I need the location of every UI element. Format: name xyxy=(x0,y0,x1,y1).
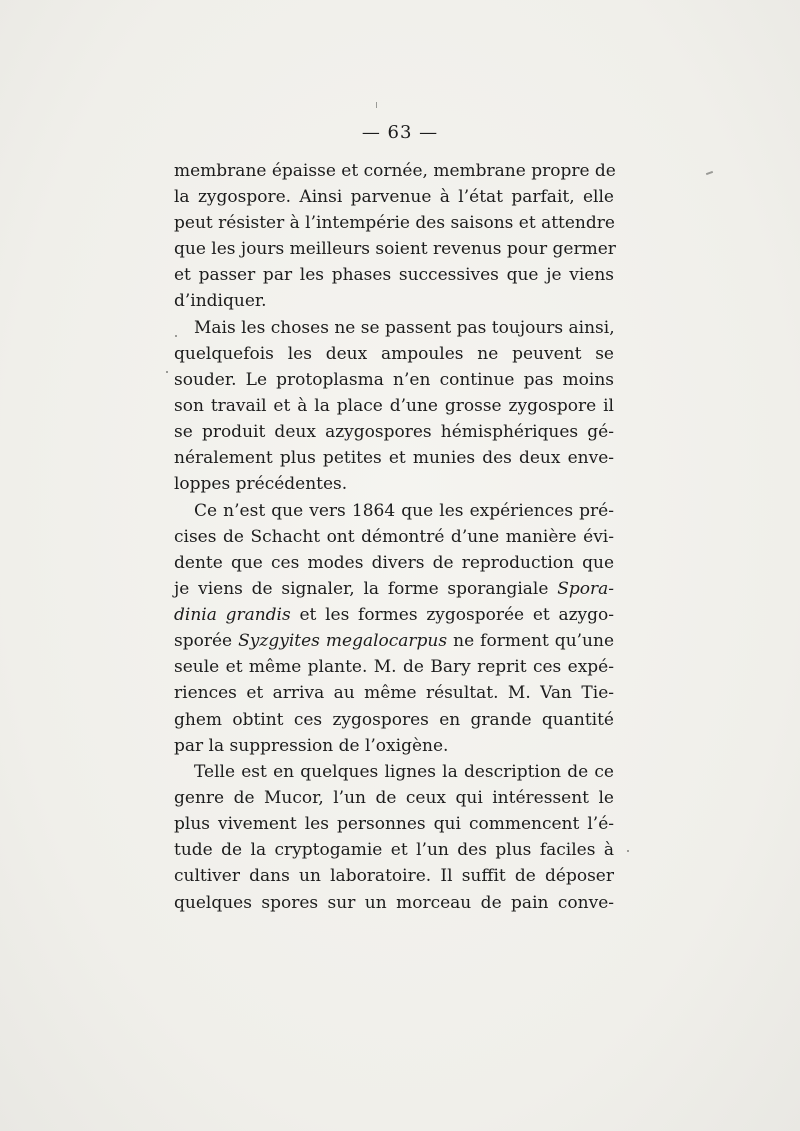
text-line: d’indiquer. xyxy=(174,291,267,312)
text-segment: je viens de signaler, la forme sporangiale xyxy=(174,579,549,600)
paragraph-3 xyxy=(174,498,614,759)
text-line: tude de la cryptogamie et l’un des plus faciles à xyxy=(174,840,614,861)
text-line: Ce n’est que vers 1864 que les expériences pré- xyxy=(194,500,614,521)
text-line: peut résister à l’intempérie des saisons et attendre xyxy=(174,213,615,234)
text-line: riences et arriva au même résultat. M. Van Tie- xyxy=(174,683,614,704)
text-segment: et les formes zygosporée et azygo- xyxy=(290,605,614,626)
text-line: ghem obtint ces zygospores en grande quantité xyxy=(174,709,614,730)
scan-speck xyxy=(376,102,377,108)
text-line: quelques spores sur un morceau de pain conve- xyxy=(174,892,614,913)
text-line: que les jours meilleurs soient revenus pour germer xyxy=(174,239,616,260)
text-line-with-italic xyxy=(174,576,614,602)
text-line: plus vivement les personnes qui commencent l’é- xyxy=(174,814,614,835)
text-line: membrane épaisse et cornée, membrane propre de xyxy=(174,161,616,181)
scan-speck xyxy=(627,850,629,852)
text-line: Mais les choses ne se passent pas toujours ainsi, xyxy=(194,317,615,338)
text-segment: sporée xyxy=(174,631,233,652)
text-line: cises de Schacht ont démontré d’une manière évi- xyxy=(174,526,614,547)
text-line-with-italic xyxy=(174,602,614,628)
paragraph-1 xyxy=(174,158,614,315)
text-line: dente que ces modes divers de reproduction que xyxy=(174,553,614,573)
scan-speck xyxy=(706,171,713,175)
italic-term: Syzgyites megalocarpus xyxy=(238,631,448,652)
paragraph-4 xyxy=(174,759,614,916)
text-line: cultiver dans un laboratoire. Il suffit de déposer xyxy=(174,866,614,887)
text-line: loppes précédentes. xyxy=(174,474,348,495)
italic-term: dinia grandis xyxy=(174,605,291,626)
text-line: genre de Mucor, l’un de ceux qui intéressent le xyxy=(174,788,614,809)
text-line: souder. Le protoplasma n’en continue pas moins xyxy=(174,370,614,391)
text-line: la zygospore. Ainsi parvenue à l’état parfait, elle xyxy=(174,187,614,208)
text-line: par la suppression de l’oxigène. xyxy=(174,735,449,756)
scan-speck xyxy=(166,371,168,373)
text-line-with-italic xyxy=(174,628,614,654)
text-line: et passer par les phases successives que je viens xyxy=(174,265,614,286)
text-line: néralement plus petites et munies des deux enve- xyxy=(174,448,614,469)
text-line: se produit deux azygospores hémisphériques gé- xyxy=(174,422,614,443)
text-line: son travail et à la place d’une grosse zygospore il xyxy=(174,396,614,417)
text-line: quelquefois les deux ampoules ne peuvent se xyxy=(174,343,614,364)
paragraph-2 xyxy=(174,315,614,498)
italic-term: Spora- xyxy=(557,579,614,600)
body-text xyxy=(174,158,614,916)
page-number: — 63 — xyxy=(361,122,439,143)
text-line: Telle est en quelques lignes la description de ce xyxy=(194,762,614,783)
text-segment: ne forment qu’une xyxy=(447,631,615,652)
text-line: seule et même plante. M. de Bary reprit ces expé- xyxy=(174,657,614,678)
